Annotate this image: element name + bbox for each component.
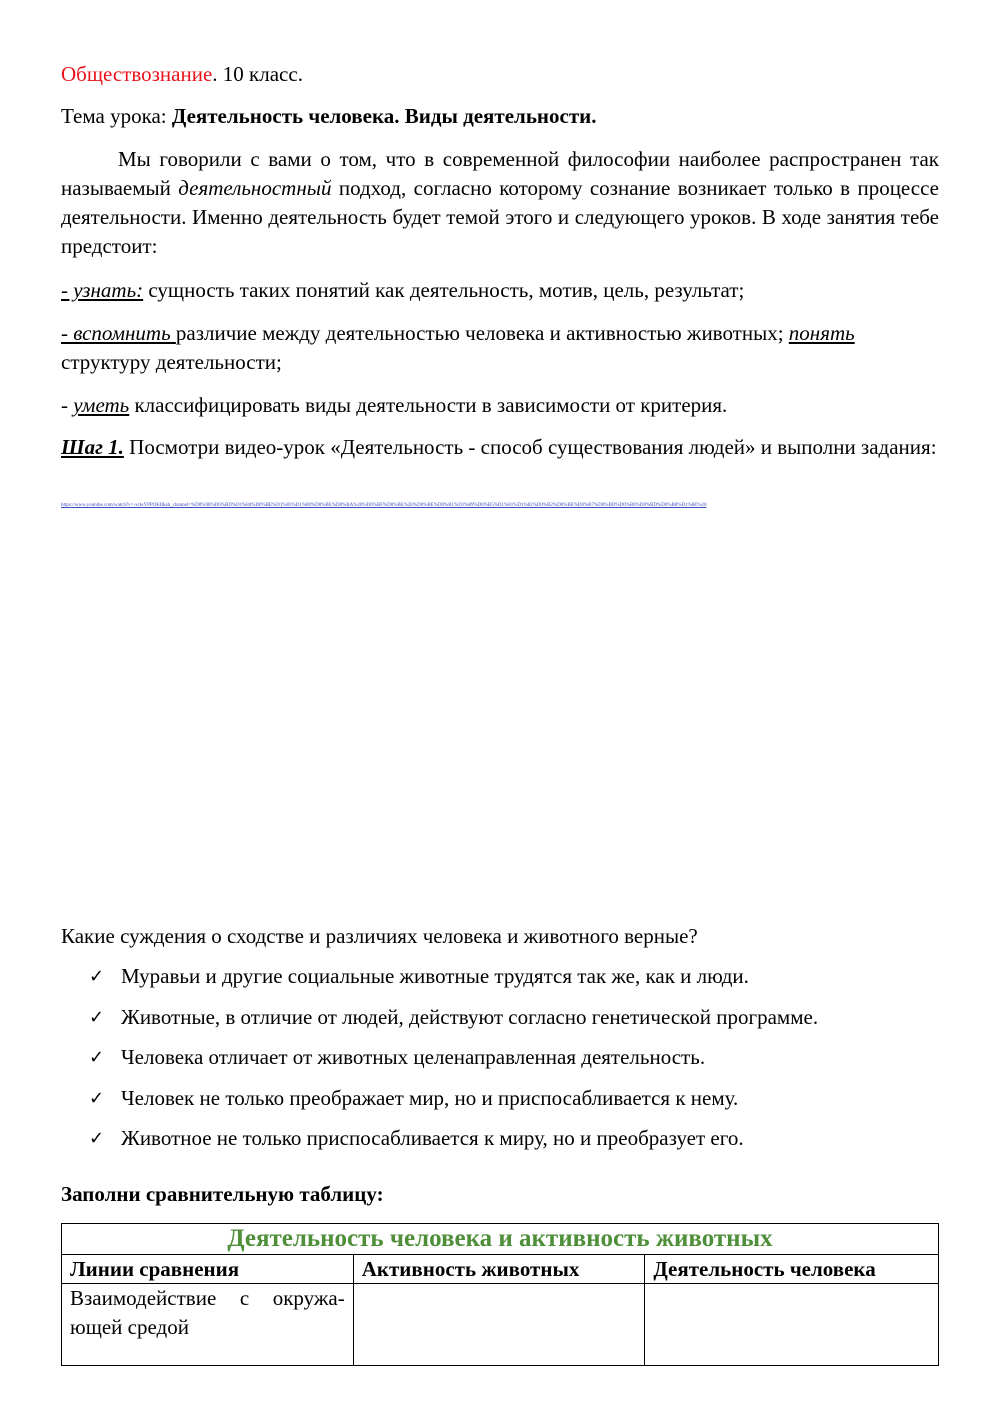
statement-item	[89, 962, 818, 1003]
goal-recall	[61, 319, 939, 377]
checkmark-icon: ✓	[89, 1128, 105, 1149]
goal-understand-verb: понять	[788, 321, 855, 345]
goal-recall-verb: - вспомнить	[61, 321, 176, 345]
statement-text: Человека отличает от животных целенаправленная деятельность.	[121, 1045, 706, 1069]
goal-recall-text: различие между деятельностью человека и активностью животных;	[175, 321, 789, 345]
statement-item	[89, 1124, 818, 1165]
topic-label: Тема урока:	[61, 104, 172, 128]
checkmark-icon: ✓	[89, 1006, 105, 1028]
table-cell: Взаимодействие с окружающей средой	[62, 1284, 354, 1366]
statement-item	[89, 1084, 818, 1125]
checkmark-icon: ✓	[89, 1087, 105, 1109]
intro-paragraph	[61, 145, 939, 261]
table-title: Деятельность человека и активность животных	[62, 1224, 939, 1255]
grade-label: . 10 класс.	[212, 62, 303, 86]
intro-emphasis: деятельностный	[178, 176, 332, 200]
subject-line	[61, 60, 303, 89]
answer-cell[interactable]	[645, 1284, 939, 1366]
topic-title: Деятельность человека. Виды деятельности.	[171, 104, 597, 128]
answer-cell[interactable]	[353, 1284, 645, 1366]
statement-text: Животное не только приспосабливается к миру, но и преобразует его.	[121, 1126, 744, 1150]
intro-text-1: Мы говорили с вами о том, что в современной философии наиболее распространен так называемый	[61, 147, 939, 200]
goal-learn-verb: - узнать:	[61, 278, 144, 302]
goal-skill-dash: -	[61, 393, 74, 417]
goal-skill-text: классифицировать виды деятельности в зависимости от критерия.	[129, 393, 728, 417]
table-instruction: Заполни сравнительную таблицу:	[61, 1182, 384, 1206]
goal-learn-text: сущность таких понятий как деятельность, мотив, цель, результат;	[143, 278, 745, 302]
question-text: Какие суждения о сходстве и различиях человека и животного верные?	[61, 924, 698, 948]
column-header: Деятельность человека	[645, 1255, 939, 1284]
lesson-topic	[61, 102, 597, 131]
statement-item	[89, 1043, 818, 1084]
checkmark-icon: ✓	[89, 966, 105, 987]
statement-list	[89, 962, 818, 1165]
statement-text: Животные, в отличие от людей, действуют согласно генетической программе.	[121, 1004, 819, 1029]
goal-learn	[61, 276, 744, 305]
goal-understand-text: структуру деятельности;	[61, 350, 282, 374]
goal-skill	[61, 391, 727, 420]
column-header: Линии сравнения	[62, 1255, 354, 1284]
goal-skill-verb: уметь	[73, 393, 130, 417]
statement-item	[89, 1003, 818, 1044]
step-1-label: Шаг 1.	[61, 435, 124, 459]
step-1	[61, 433, 939, 462]
table-row	[62, 1284, 939, 1366]
video-lesson-link[interactable]: https://www.youtube.com/watch?v=-xcleYPPOKI&ab_channel=%D0%98%D0%BD%D1%84%D0%BE%D1%83%D1%80%D0%BE%D0%BA%20%D0%BF%D0%BE%20%D0%BE%D0%B1%D1%89%D0%B5%D1%81%D1%82%D0%B2%D0%BE%D0%B7%D0%BD%D0%B0%D0%BD%D0%B8%D1%8E%20	[61, 503, 707, 508]
statement-text: Муравьи и другие социальные животные трудятся так же, как и люди.	[121, 964, 749, 988]
column-header: Активность животных	[353, 1255, 645, 1284]
comparison-table	[61, 1223, 939, 1366]
statement-text: Человек не только преображает мир, но и приспосабливается к нему.	[121, 1085, 739, 1110]
step-1-text: Посмотри видео-урок «Деятельность - способ существования людей» и выполни задания:	[123, 435, 937, 459]
intro-text-2: подход, согласно которому сознание возникает только в процессе деятельности. Именно деятельность будет темой этого и следующего уроков. В ходе занятия тебе предстоит:	[61, 176, 939, 258]
subject-name: Обществознание	[61, 62, 213, 86]
checkmark-icon: ✓	[89, 1047, 105, 1068]
